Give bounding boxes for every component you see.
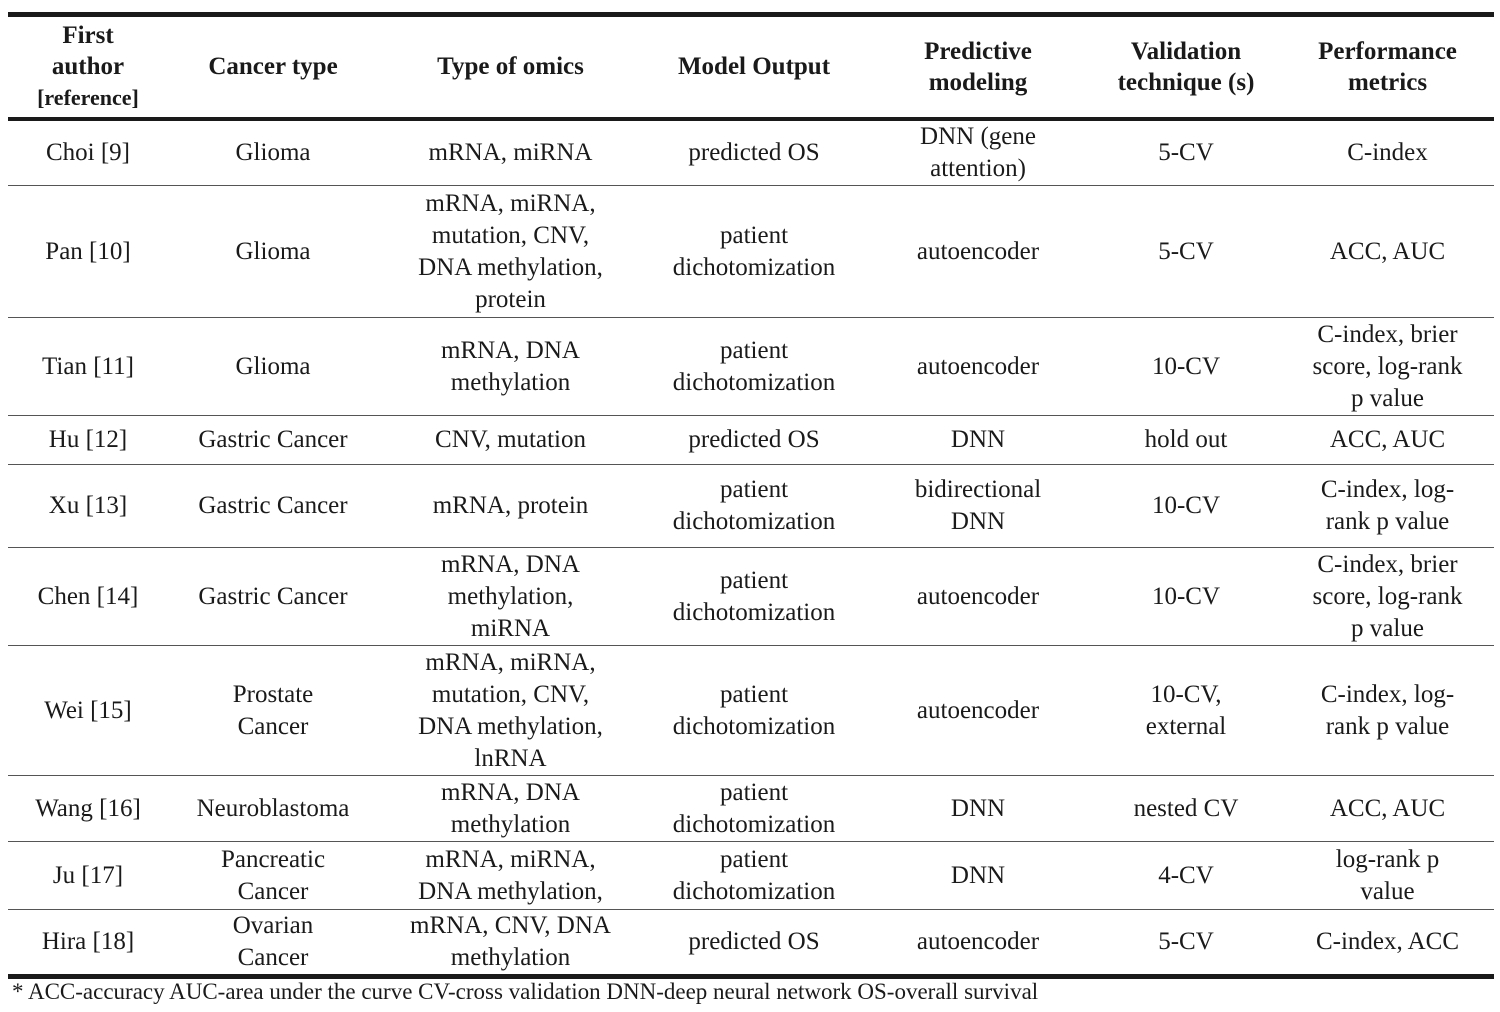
cell-model-output: patient dichotomization [643, 465, 865, 548]
omics-table-container [8, 12, 1494, 979]
cell-validation: 10-CV, external [1091, 646, 1281, 776]
cell-model-output: predicted OS [643, 119, 865, 186]
cell-author: Tian [11] [8, 318, 168, 416]
cell-metrics: C-index, ACC [1281, 910, 1494, 977]
cell-omics: mRNA, DNA methylation [378, 776, 643, 842]
cell-cancer-type: Glioma [168, 119, 378, 186]
table-row [8, 548, 1494, 646]
cell-metrics: C-index, log- rank p value [1281, 465, 1494, 548]
cell-validation: hold out [1091, 416, 1281, 465]
header-reference-label: [reference] [37, 85, 139, 111]
cell-metrics: C-index, brier score, log-rank p value [1281, 548, 1494, 646]
cell-predictive-modeling: autoencoder [865, 910, 1091, 977]
cell-predictive-modeling: autoencoder [865, 186, 1091, 318]
cell-metrics: ACC, AUC [1281, 186, 1494, 318]
cell-validation: 5-CV [1091, 186, 1281, 318]
omics-survival-table [8, 12, 1494, 979]
cell-metrics: C-index [1281, 119, 1494, 186]
cell-model-output: patient dichotomization [643, 318, 865, 416]
header-predictive-modeling: Predictive modeling [865, 15, 1091, 119]
cell-validation: 10-CV [1091, 548, 1281, 646]
cell-cancer-type: Gastric Cancer [168, 416, 378, 465]
cell-omics: mRNA, miRNA, mutation, CNV, DNA methylation, lnRNA [378, 646, 643, 776]
header-performance-metrics: Performance metrics [1281, 15, 1494, 119]
cell-predictive-modeling: autoencoder [865, 318, 1091, 416]
cell-cancer-type: Gastric Cancer [168, 465, 378, 548]
table-row [8, 776, 1494, 842]
header-omics-type: Type of omics [378, 15, 643, 119]
cell-author: Ju [17] [8, 842, 168, 910]
cell-validation: 10-CV [1091, 318, 1281, 416]
header-model-output: Model Output [643, 15, 865, 119]
cell-validation: 10-CV [1091, 465, 1281, 548]
table-row [8, 186, 1494, 318]
cell-author: Hira [18] [8, 910, 168, 977]
table-row [8, 646, 1494, 776]
cell-cancer-type: Glioma [168, 318, 378, 416]
cell-predictive-modeling: DNN [865, 416, 1091, 465]
cell-validation: 5-CV [1091, 910, 1281, 977]
cell-omics: mRNA, DNA methylation, miRNA [378, 548, 643, 646]
cell-omics: CNV, mutation [378, 416, 643, 465]
cell-metrics: C-index, brier score, log-rank p value [1281, 318, 1494, 416]
cell-predictive-modeling: DNN [865, 842, 1091, 910]
cell-cancer-type: Gastric Cancer [168, 548, 378, 646]
cell-cancer-type: Ovarian Cancer [168, 910, 378, 977]
cell-metrics: ACC, AUC [1281, 776, 1494, 842]
cell-predictive-modeling: DNN (gene attention) [865, 119, 1091, 186]
cell-predictive-modeling: DNN [865, 776, 1091, 842]
cell-metrics: C-index, log- rank p value [1281, 646, 1494, 776]
table-body [8, 119, 1494, 977]
cell-model-output: patient dichotomization [643, 186, 865, 318]
header-first-author-label: First author [51, 22, 125, 81]
cell-author: Xu [13] [8, 465, 168, 548]
cell-cancer-type: Pancreatic Cancer [168, 842, 378, 910]
table-row [8, 842, 1494, 910]
cell-author: Chen [14] [8, 548, 168, 646]
cell-validation: 5-CV [1091, 119, 1281, 186]
cell-model-output: patient dichotomization [643, 776, 865, 842]
table-row [8, 465, 1494, 548]
cell-predictive-modeling: autoencoder [865, 646, 1091, 776]
cell-author: Wang [16] [8, 776, 168, 842]
cell-omics: mRNA, miRNA, mutation, CNV, DNA methylation, protein [378, 186, 643, 318]
cell-author: Hu [12] [8, 416, 168, 465]
table-footnote: * ACC-accuracy AUC-area under the curve CV-cross validation DNN-deep neural network OS-overall survival [12, 979, 1039, 1004]
cell-cancer-type: Glioma [168, 186, 378, 318]
cell-validation: nested CV [1091, 776, 1281, 842]
cell-author: Choi [9] [8, 119, 168, 186]
cell-author: Wei [15] [8, 646, 168, 776]
cell-model-output: predicted OS [643, 910, 865, 977]
header-validation-technique: Validation technique (s) [1091, 15, 1281, 119]
cell-cancer-type: Neuroblastoma [168, 776, 378, 842]
cell-omics: mRNA, DNA methylation [378, 318, 643, 416]
header-first-author [8, 15, 168, 119]
cell-predictive-modeling: autoencoder [865, 548, 1091, 646]
cell-cancer-type: Prostate Cancer [168, 646, 378, 776]
cell-omics: mRNA, protein [378, 465, 643, 548]
header-row [8, 15, 1494, 119]
table-row [8, 119, 1494, 186]
cell-metrics: log-rank p value [1281, 842, 1494, 910]
cell-validation: 4-CV [1091, 842, 1281, 910]
cell-model-output: patient dichotomization [643, 842, 865, 910]
header-cancer-type: Cancer type [168, 15, 378, 119]
table-row [8, 416, 1494, 465]
cell-model-output: patient dichotomization [643, 646, 865, 776]
cell-metrics: ACC, AUC [1281, 416, 1494, 465]
cell-omics: mRNA, miRNA [378, 119, 643, 186]
cell-model-output: predicted OS [643, 416, 865, 465]
cell-omics: mRNA, CNV, DNA methylation [378, 910, 643, 977]
cell-omics: mRNA, miRNA, DNA methylation, [378, 842, 643, 910]
table-header [8, 15, 1494, 119]
table-row [8, 318, 1494, 416]
cell-author: Pan [10] [8, 186, 168, 318]
table-row [8, 910, 1494, 977]
cell-predictive-modeling: bidirectional DNN [865, 465, 1091, 548]
cell-model-output: patient dichotomization [643, 548, 865, 646]
